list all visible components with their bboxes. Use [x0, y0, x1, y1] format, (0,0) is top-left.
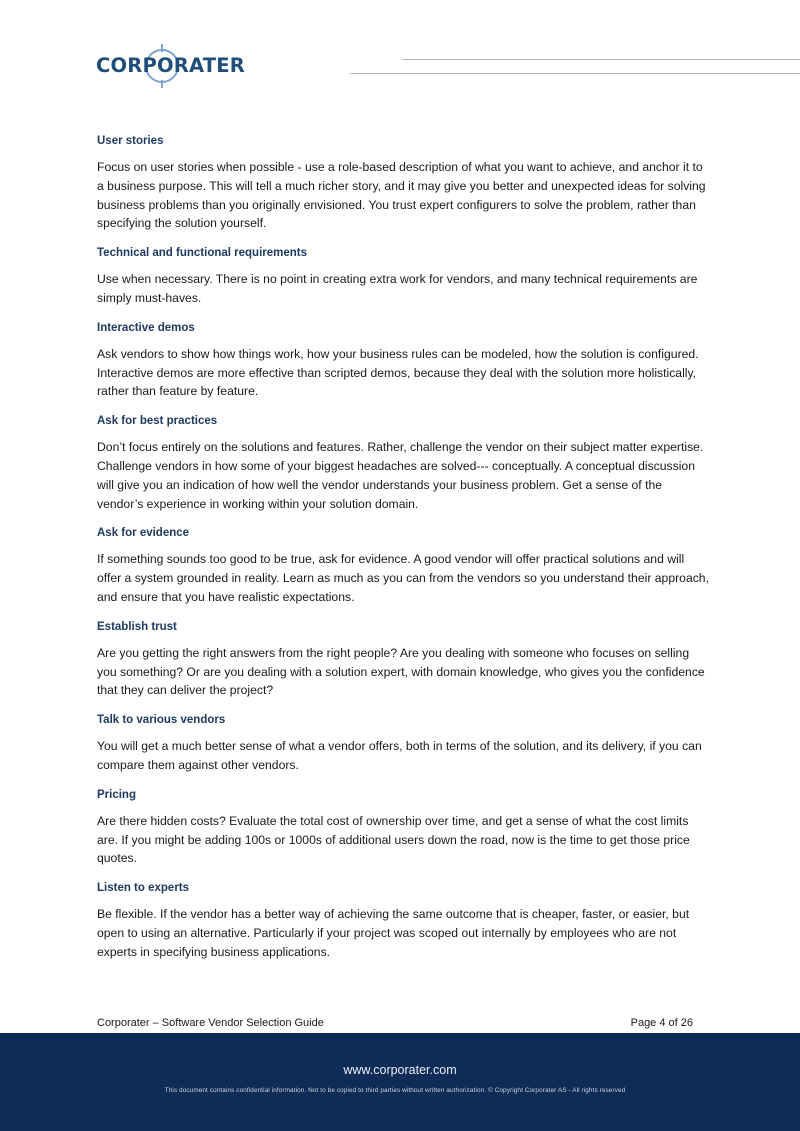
section-heading: Listen to experts: [97, 882, 190, 895]
section-paragraph: Ask vendors to show how things work, how your business rules can be modeled, how the solution is configured. Interactive demos are more effective than scripted demos, because they deal with the solution more holistically, rather than feature by feature.: [97, 346, 699, 399]
section-heading: Ask for evidence: [97, 527, 190, 540]
section-technical-requirements: [97, 245, 709, 308]
section-paragraph: You will get a much better sense of what a vendor offers, both in terms of the solution, and its delivery, if you can compare them against other vendors.: [97, 739, 702, 772]
section-best-practices: [97, 413, 709, 513]
section-heading: Pricing: [97, 788, 136, 801]
footer-document-title: Corporater – Software Vendor Selection Guide: [97, 1017, 324, 1029]
section-pricing: [97, 787, 709, 868]
section-paragraph: Are there hidden costs? Evaluate the total cost of ownership over time, and get a sense of what the cost limits are. If you might be adding 100s or 1000s of additional users down the road, now is the time to get those price quotes.: [97, 813, 690, 866]
header-rule-bottom: [350, 73, 800, 74]
corporater-logo: [96, 42, 246, 90]
section-heading: Establish trust: [97, 620, 177, 633]
section-evidence: [97, 525, 709, 606]
section-heading: Interactive demos: [97, 321, 195, 334]
footer-band: [0, 1033, 800, 1131]
header-rule-top: [402, 59, 800, 60]
section-paragraph: Are you getting the right answers from the right people? Are you dealing with someone who focuses on selling you something? Or are you dealing with a solution expert, with domain knowledge, who gives you the confidence that they can deliver the project?: [97, 645, 705, 698]
website-link[interactable]: www.corporater.com: [343, 1063, 457, 1077]
section-paragraph: Focus on user stories when possible - use a role-based description of what you want to achieve, and anchor it to a business purpose. This will tell a much richer story, and it may give you better and unexpected ideas for solving business problems than you originally envisioned. You trust expert configurers to solve the problem, rather than specifying the solution yourself.: [97, 160, 706, 231]
section-paragraph: Use when necessary. There is no point in creating extra work for vendors, and many technical requirements are simply must-haves.: [97, 272, 698, 305]
section-various-vendors: [97, 712, 709, 775]
section-paragraph: Be flexible. If the vendor has a better way of achieving the same outcome that is cheaper, faster, or easier, but open to using an alternative. Particularly if your project was scoped out internally by employees who are not experts in specifying business applications.: [97, 907, 690, 959]
section-establish-trust: [97, 619, 709, 700]
section-heading: User stories: [97, 135, 164, 147]
section-listen-to-experts: [97, 880, 709, 961]
section-heading: Ask for best practices: [97, 415, 218, 428]
footer-page-number: Page 4 of 26: [630, 1017, 693, 1029]
confidentiality-notice: This document contains confidential information. Not to be copied to third parties without written authorization. © Copyright Corporater AS - All rights reserved: [164, 1087, 626, 1094]
section-paragraph: If something sounds too good to be true, ask for evidence. A good vendor will offer practical solutions and will offer a system grounded in reality. Learn as much as you can from the vendors so you understand their approach, and ensure that you have realistic expectations.: [97, 552, 709, 604]
section-heading: Talk to various vendors: [97, 714, 226, 727]
logo-text: CORPORATER: [96, 54, 246, 77]
section-user-stories: [97, 133, 709, 233]
section-heading: Technical and functional requirements: [97, 247, 308, 260]
section-interactive-demos: [97, 320, 709, 401]
section-paragraph: Don’t focus entirely on the solutions and features. Rather, challenge the vendor on their subject matter expertise. Challenge vendors in how some of your biggest headaches are solved--- conceptually. A conceptual discussion will give you an indication of how well the vendor understands your business problem. Get a sense of the vendor’s experience in working within your solution domain.: [97, 440, 704, 511]
document-body: [97, 133, 709, 974]
